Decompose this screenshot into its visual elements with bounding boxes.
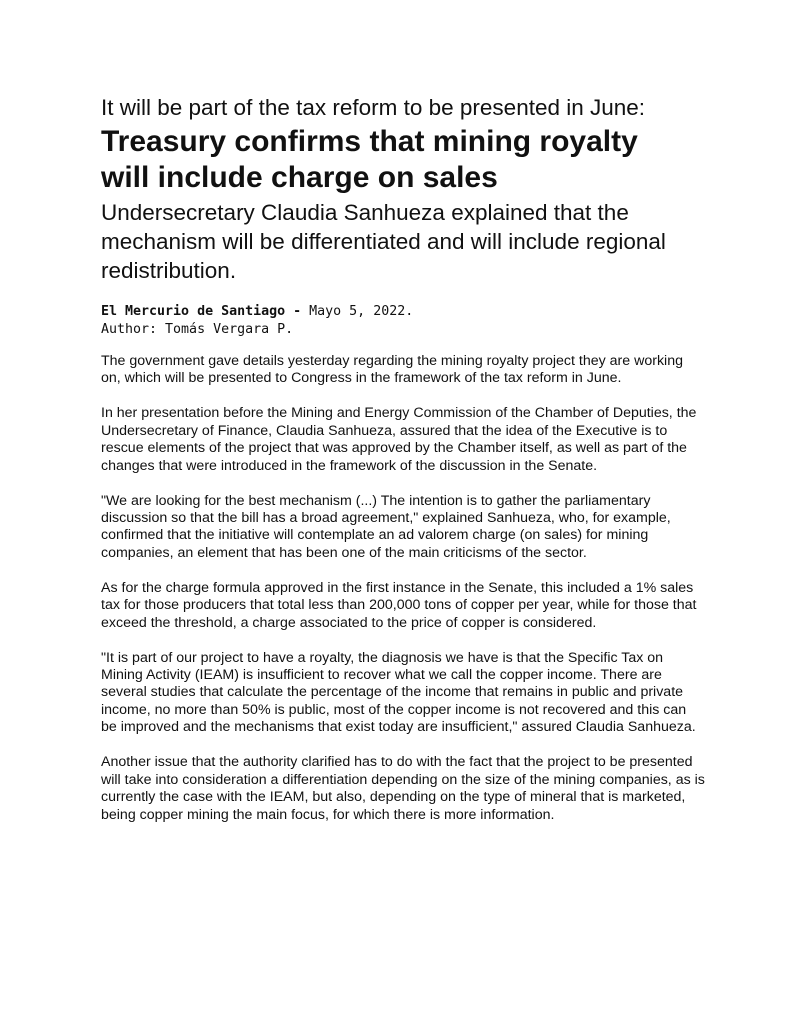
- article-kicker: It will be part of the tax reform to be presented in June:: [101, 95, 646, 120]
- body-paragraph-6: Another issue that the authority clarified has to do with the fact that the project to be presented will take into consideration a differentiation depending on the size of the mining companies, as is currently the case with the IEAM, but also, depending on the type of mineral that is marketed, being copper mining the main focus, for which there is more information.: [101, 754, 705, 823]
- article-date: Mayo 5, 2022.: [301, 304, 414, 319]
- article-source: El Mercurio de Santiago -: [101, 304, 302, 319]
- article-meta: [101, 303, 713, 339]
- article-author: Author: Tomás Vergara P.: [101, 322, 294, 337]
- article-page: [101, 94, 713, 842]
- body-paragraph-2: In her presentation before the Mining and Energy Commission of the Chamber of Deputies, the Undersecretary of Finance, Claudia Sanhueza, assured that the idea of the Executive is to rescue elements of the project that was approved by the Chamber itself, as well as part of the changes that were introduced in the framework of the discussion in the Senate.: [101, 405, 697, 474]
- body-paragraph-4: As for the charge formula approved in the first instance in the Senate, this included a 1% sales tax for those producers that total less than 200,000 tons of copper per year, while for those that exceed the threshold, a charge associated to the price of copper is considered.: [101, 579, 697, 631]
- body-paragraph-3: "We are looking for the best mechanism (...) The intention is to gather the parliamentary discussion so that the bill has a broad agreement," explained Sanhueza, who, for example, confirmed that the initiative will contemplate an ad valorem charge (on sales) for mining companies, an element that has been one of the main criticisms of the sector.: [101, 492, 671, 561]
- body-paragraph-1: The government gave details yesterday regarding the mining royalty project they are working on, which will be presented to Congress in the framework of the tax reform in June.: [101, 353, 683, 387]
- headline-line-1: Treasury confirms that mining royalty: [101, 125, 638, 158]
- article-subheadline: Undersecretary Claudia Sanhueza explained that the mechanism will be differentiated and will include regional redistribution.: [101, 200, 666, 283]
- source-line: [101, 303, 713, 321]
- headline-line-2: will include charge on sales: [101, 161, 498, 194]
- article-body: [101, 353, 713, 824]
- body-paragraph-5: "It is part of our project to have a royalty, the diagnosis we have is that the Specific Tax on Mining Activity (IEAM) is insufficient to recover what we call the copper income. There are several studies that calculate the percentage of the income that remains in public and private income, no more than 50% is public, most of the copper income is not recovered and this can be improved and the mechanisms that exist today are insufficient," assured Claudia Sanhueza.: [101, 649, 696, 736]
- article-headline: [101, 124, 686, 196]
